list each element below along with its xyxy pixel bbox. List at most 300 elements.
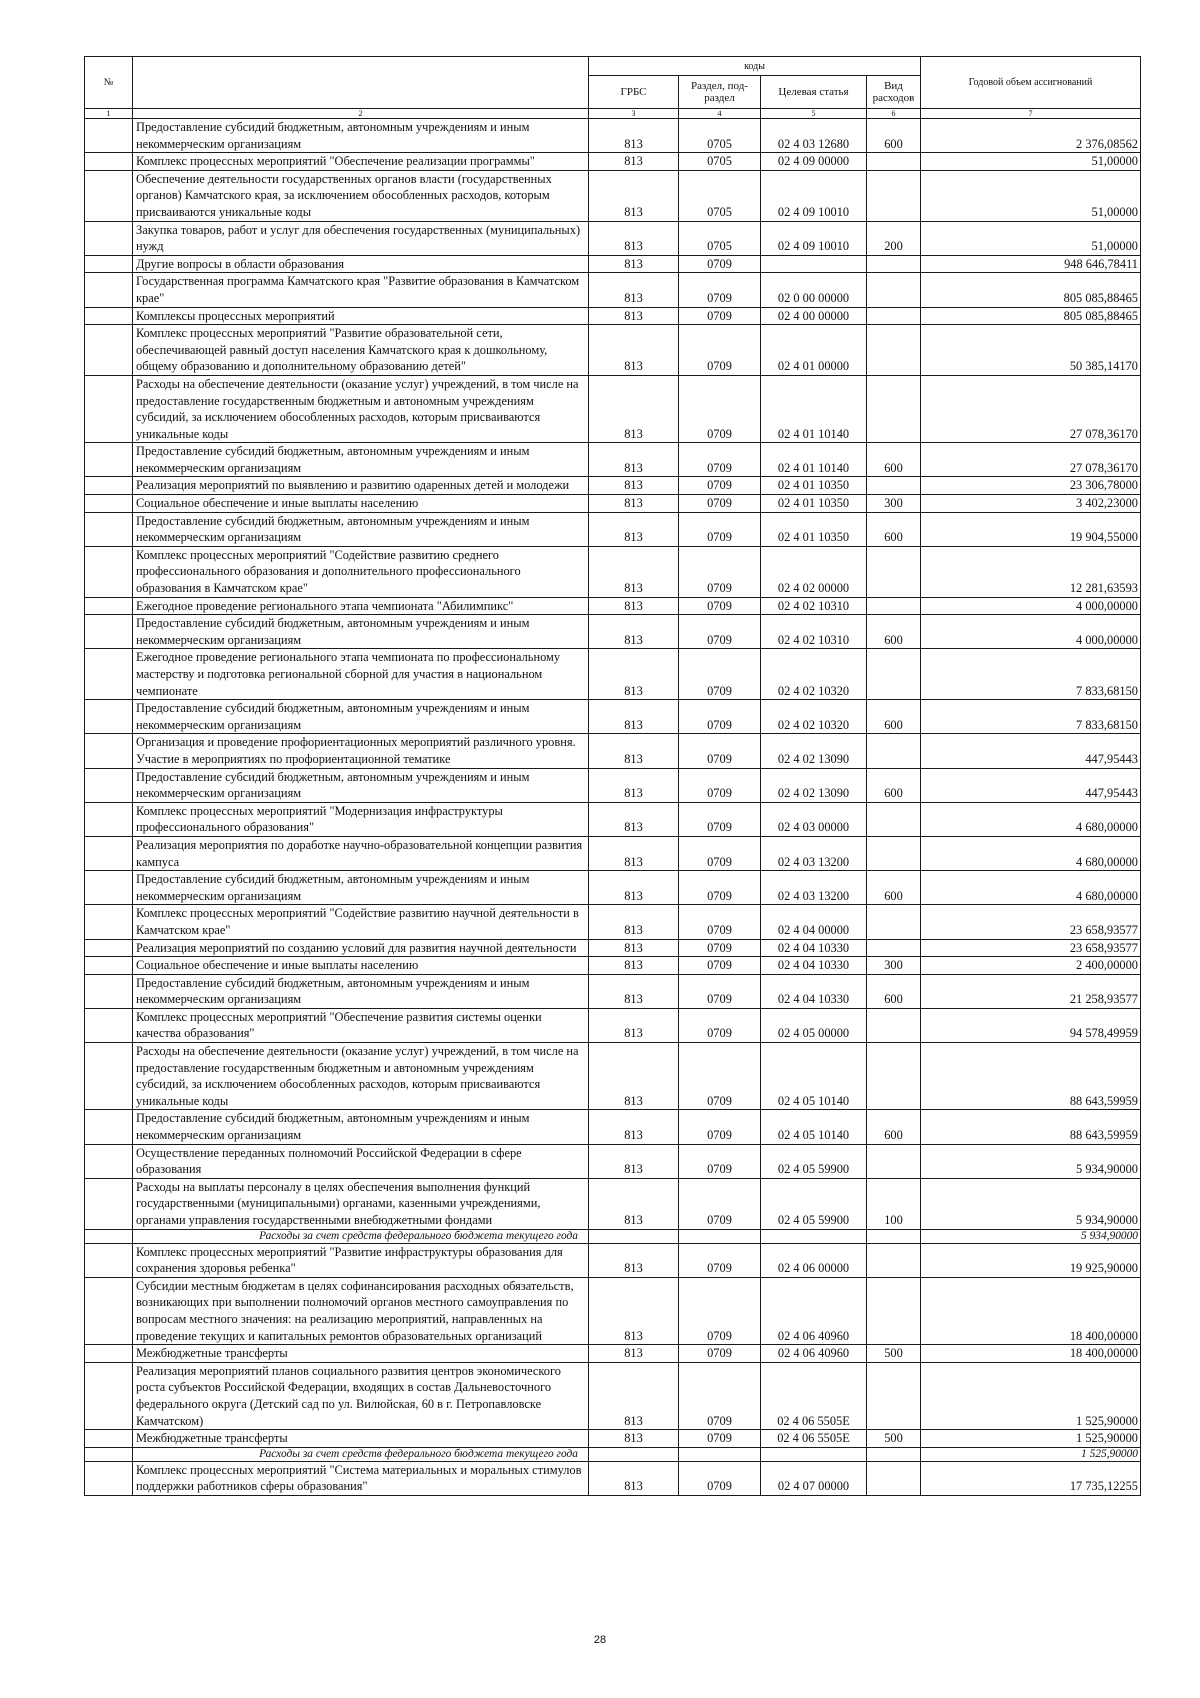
row-number [85, 1178, 133, 1229]
row-expense-type [867, 307, 921, 325]
row-expense-type [867, 905, 921, 939]
row-amount: 51,00000 [921, 170, 1141, 221]
row-expense-type: 200 [867, 221, 921, 255]
row-grbs: 813 [589, 153, 679, 171]
row-number [85, 477, 133, 495]
row-name: Предоставление субсидий бюджетным, автономным учреждениям и иным некоммерческим организациям [133, 615, 589, 649]
row-amount: 4 000,00000 [921, 615, 1141, 649]
row-number [85, 325, 133, 376]
row-grbs: 813 [589, 1461, 679, 1495]
row-target: 02 4 05 59900 [761, 1144, 867, 1178]
row-expense-type: 500 [867, 1345, 921, 1363]
header-target: Целевая статья [761, 76, 867, 109]
row-section: 0709 [679, 957, 761, 975]
row-grbs: 813 [589, 700, 679, 734]
row-amount: 447,95443 [921, 768, 1141, 802]
table-row [85, 512, 1141, 546]
table-row [85, 375, 1141, 442]
row-grbs: 813 [589, 495, 679, 513]
row-target: 02 4 02 13090 [761, 734, 867, 768]
row-target: 02 4 05 59900 [761, 1178, 867, 1229]
row-amount: 50 385,14170 [921, 325, 1141, 376]
row-name: Межбюджетные трансферты [133, 1430, 589, 1448]
row-amount: 1 525,90000 [921, 1447, 1141, 1461]
row-section: 0709 [679, 1178, 761, 1229]
table-row [85, 170, 1141, 221]
row-number [85, 512, 133, 546]
row-name: Расходы на выплаты персоналу в целях обеспечения выполнения функций государственными (муниципальными) органами, казенными учреждениями, органами управления государственными внебюджетными фондами [133, 1178, 589, 1229]
row-name: Расходы на обеспечение деятельности (оказание услуг) учреждений, в том числе на предоставление государственным бюджетным и автономным учреждениям субсидий, за исключением обособленных расходов, которым присваиваются уникальные коды [133, 375, 589, 442]
row-section: 0709 [679, 836, 761, 870]
table-row [85, 1008, 1141, 1042]
row-expense-type: 600 [867, 443, 921, 477]
table-row [85, 495, 1141, 513]
table-row [85, 307, 1141, 325]
row-name: Предоставление субсидий бюджетным, автономным учреждениям и иным некоммерческим организациям [133, 974, 589, 1008]
row-expense-type [867, 170, 921, 221]
row-number [85, 495, 133, 513]
row-name: Предоставление субсидий бюджетным, автономным учреждениям и иным некоммерческим организациям [133, 1110, 589, 1144]
row-expense-type [867, 255, 921, 273]
row-amount: 94 578,49959 [921, 1008, 1141, 1042]
row-number [85, 1362, 133, 1429]
table-row [85, 1461, 1141, 1495]
row-amount: 17 735,12255 [921, 1461, 1141, 1495]
table-row [85, 153, 1141, 171]
table-row [85, 871, 1141, 905]
row-section: 0709 [679, 375, 761, 442]
row-expense-type [867, 1277, 921, 1344]
row-grbs: 813 [589, 836, 679, 870]
row-amount: 7 833,68150 [921, 649, 1141, 700]
row-expense-type [867, 273, 921, 307]
row-number [85, 768, 133, 802]
row-grbs: 813 [589, 325, 679, 376]
row-amount: 23 306,78000 [921, 477, 1141, 495]
row-grbs: 813 [589, 1430, 679, 1448]
row-name: Комплекс процессных мероприятий "Развитие инфраструктуры образования для сохранения здоровья ребенка" [133, 1243, 589, 1277]
row-expense-type [867, 734, 921, 768]
row-section: 0709 [679, 649, 761, 700]
row-name: Реализация мероприятий по выявлению и развитию одаренных детей и молодежи [133, 477, 589, 495]
row-target: 02 4 03 00000 [761, 802, 867, 836]
col-index: 7 [921, 109, 1141, 119]
row-section: 0709 [679, 512, 761, 546]
row-target: 02 4 09 00000 [761, 153, 867, 171]
row-number [85, 119, 133, 153]
row-name: Ежегодное проведение регионального этапа чемпионата по профессиональному мастерству и подготовка региональной сборной для участия в национальном чемпионате [133, 649, 589, 700]
row-amount: 5 934,90000 [921, 1229, 1141, 1243]
row-name: Расходы за счет средств федерального бюджета текущего года [133, 1229, 589, 1243]
row-grbs: 813 [589, 1277, 679, 1344]
row-number [85, 221, 133, 255]
row-target [761, 1229, 867, 1243]
table-row [85, 734, 1141, 768]
header-codes: коды [589, 57, 921, 76]
row-number [85, 939, 133, 957]
row-target: 02 4 02 00000 [761, 546, 867, 597]
row-target: 02 4 09 10010 [761, 221, 867, 255]
row-amount: 19 904,55000 [921, 512, 1141, 546]
row-expense-type [867, 1447, 921, 1461]
row-number [85, 649, 133, 700]
row-target [761, 1447, 867, 1461]
row-expense-type [867, 1229, 921, 1243]
table-row [85, 1243, 1141, 1277]
row-grbs: 813 [589, 974, 679, 1008]
budget-sheet [84, 56, 1140, 1496]
table-row [85, 802, 1141, 836]
table-row [85, 546, 1141, 597]
row-section: 0709 [679, 1008, 761, 1042]
row-name: Предоставление субсидий бюджетным, автономным учреждениям и иным некоммерческим организациям [133, 443, 589, 477]
row-target: 02 4 05 00000 [761, 1008, 867, 1042]
row-expense-type [867, 477, 921, 495]
row-amount: 88 643,59959 [921, 1043, 1141, 1110]
row-section: 0709 [679, 871, 761, 905]
col-index: 3 [589, 109, 679, 119]
row-amount: 1 525,90000 [921, 1430, 1141, 1448]
header-expense-type: Вид расходов [867, 76, 921, 109]
row-number [85, 170, 133, 221]
row-expense-type: 500 [867, 1430, 921, 1448]
row-target: 02 4 03 13200 [761, 871, 867, 905]
table-row [85, 255, 1141, 273]
row-amount: 7 833,68150 [921, 700, 1141, 734]
table-row [85, 119, 1141, 153]
table-row [85, 325, 1141, 376]
row-section: 0709 [679, 325, 761, 376]
row-number [85, 375, 133, 442]
row-section: 0705 [679, 170, 761, 221]
col-index: 2 [133, 109, 589, 119]
row-grbs: 813 [589, 957, 679, 975]
row-number [85, 597, 133, 615]
col-index: 4 [679, 109, 761, 119]
row-grbs: 813 [589, 1008, 679, 1042]
row-expense-type: 600 [867, 974, 921, 1008]
row-name: Ежегодное проведение регионального этапа чемпионата "Абилимпикс" [133, 597, 589, 615]
row-name: Социальное обеспечение и иные выплаты населению [133, 957, 589, 975]
row-grbs: 813 [589, 170, 679, 221]
row-section: 0709 [679, 1430, 761, 1448]
table-row [85, 1362, 1141, 1429]
row-target: 02 4 02 10310 [761, 615, 867, 649]
row-target: 02 4 06 5505Е [761, 1430, 867, 1448]
row-section: 0709 [679, 1144, 761, 1178]
table-row [85, 700, 1141, 734]
row-name: Закупка товаров, работ и услуг для обеспечения государственных (муниципальных) нужд [133, 221, 589, 255]
table-body [85, 119, 1141, 1496]
row-amount: 4 000,00000 [921, 597, 1141, 615]
row-number [85, 905, 133, 939]
page-number: 28 [593, 1634, 607, 1646]
row-section: 0705 [679, 221, 761, 255]
row-number [85, 443, 133, 477]
row-number [85, 273, 133, 307]
row-amount: 805 085,88465 [921, 273, 1141, 307]
table-row [85, 974, 1141, 1008]
row-target: 02 4 04 00000 [761, 905, 867, 939]
row-amount: 51,00000 [921, 221, 1141, 255]
row-section [679, 1229, 761, 1243]
row-expense-type [867, 597, 921, 615]
row-name: Предоставление субсидий бюджетным, автономным учреждениям и иным некоммерческим организациям [133, 512, 589, 546]
row-section: 0709 [679, 307, 761, 325]
row-expense-type [867, 1461, 921, 1495]
row-name: Реализация мероприятия по доработке научно-образовательной концепции развития кампуса [133, 836, 589, 870]
table-row [85, 273, 1141, 307]
row-grbs: 813 [589, 1178, 679, 1229]
table-row [85, 1277, 1141, 1344]
note-row [85, 1447, 1141, 1461]
row-section: 0709 [679, 1243, 761, 1277]
row-section: 0709 [679, 546, 761, 597]
row-expense-type [867, 1043, 921, 1110]
row-name: Комплекс процессных мероприятий "Содействие развитию среднего профессионального образования и дополнительного профессионального образования в Камчатском крае" [133, 546, 589, 597]
table-row [85, 836, 1141, 870]
row-number [85, 1229, 133, 1243]
row-name: Комплекс процессных мероприятий "Обеспечение развития системы оценки качества образования" [133, 1008, 589, 1042]
row-section: 0709 [679, 734, 761, 768]
row-expense-type [867, 1243, 921, 1277]
row-number [85, 1243, 133, 1277]
row-name: Предоставление субсидий бюджетным, автономным учреждениям и иным некоммерческим организациям [133, 700, 589, 734]
row-grbs: 813 [589, 255, 679, 273]
row-target: 02 4 06 40960 [761, 1277, 867, 1344]
row-number [85, 1461, 133, 1495]
row-grbs: 813 [589, 649, 679, 700]
row-number [85, 1277, 133, 1344]
row-number [85, 1043, 133, 1110]
row-number [85, 1430, 133, 1448]
row-target: 02 4 01 10350 [761, 512, 867, 546]
row-grbs: 813 [589, 221, 679, 255]
row-name: Социальное обеспечение и иные выплаты населению [133, 495, 589, 513]
row-grbs: 813 [589, 512, 679, 546]
row-number [85, 615, 133, 649]
row-section: 0709 [679, 939, 761, 957]
row-target: 02 4 00 00000 [761, 307, 867, 325]
row-expense-type: 600 [867, 615, 921, 649]
row-name: Расходы за счет средств федерального бюджета текущего года [133, 1447, 589, 1461]
row-number [85, 802, 133, 836]
table-row [85, 957, 1141, 975]
row-number [85, 307, 133, 325]
row-grbs: 813 [589, 1043, 679, 1110]
table-row [85, 1178, 1141, 1229]
row-amount: 3 402,23000 [921, 495, 1141, 513]
row-target: 02 4 01 10140 [761, 375, 867, 442]
row-name: Другие вопросы в области образования [133, 255, 589, 273]
row-section: 0709 [679, 700, 761, 734]
row-amount: 5 934,90000 [921, 1144, 1141, 1178]
table-row [85, 1345, 1141, 1363]
row-number [85, 153, 133, 171]
row-section: 0709 [679, 443, 761, 477]
row-number [85, 546, 133, 597]
row-amount: 2 376,08562 [921, 119, 1141, 153]
row-target: 02 4 05 10140 [761, 1043, 867, 1110]
row-amount: 805 085,88465 [921, 307, 1141, 325]
row-amount: 447,95443 [921, 734, 1141, 768]
header-annual: Годовой объем ассигнований [921, 57, 1141, 109]
row-name: Предоставление субсидий бюджетным, автономным учреждениям и иным некоммерческим организациям [133, 871, 589, 905]
row-section: 0709 [679, 768, 761, 802]
row-name: Предоставление субсидий бюджетным, автономным учреждениям и иным некоммерческим организациям [133, 768, 589, 802]
row-target: 02 4 03 13200 [761, 836, 867, 870]
row-amount: 4 680,00000 [921, 802, 1141, 836]
row-expense-type: 300 [867, 495, 921, 513]
row-amount: 5 934,90000 [921, 1178, 1141, 1229]
row-expense-type: 100 [867, 1178, 921, 1229]
row-target: 02 4 02 10320 [761, 649, 867, 700]
row-target: 02 4 09 10010 [761, 170, 867, 221]
row-name: Реализация мероприятий по созданию условий для развития научной деятельности [133, 939, 589, 957]
row-grbs: 813 [589, 273, 679, 307]
row-number [85, 836, 133, 870]
row-target: 02 4 06 40960 [761, 1345, 867, 1363]
row-name: Комплексы процессных мероприятий [133, 307, 589, 325]
row-name: Реализация мероприятий планов социального развития центров экономического роста субъектов Российской Федерации, входящих в состав Дальневосточного федерального округа (Детский сад по ул. Вилюйская, 60 в г. Петропавловске Камчатском) [133, 1362, 589, 1429]
header-section: Раздел, под-раздел [679, 76, 761, 109]
table-row [85, 597, 1141, 615]
table-row [85, 768, 1141, 802]
row-target: 02 4 06 5505Е [761, 1362, 867, 1429]
table-row [85, 939, 1141, 957]
row-name: Субсидии местным бюджетам в целях софинансирования расходных обязательств, возникающих при выполнении полномочий органов местного самоуправления по вопросам местного значения: на реализацию мероприятий, направленных на проведение текущих и капитальных ремонтов образовательных организаций [133, 1277, 589, 1344]
row-grbs: 813 [589, 768, 679, 802]
row-amount: 1 525,90000 [921, 1362, 1141, 1429]
row-target: 02 4 02 10320 [761, 700, 867, 734]
table-row [85, 905, 1141, 939]
row-target: 02 4 06 00000 [761, 1243, 867, 1277]
row-grbs: 813 [589, 443, 679, 477]
row-name: Осуществление переданных полномочий Российской Федерации в сфере образования [133, 1144, 589, 1178]
row-section: 0705 [679, 153, 761, 171]
row-grbs: 813 [589, 734, 679, 768]
row-expense-type: 600 [867, 871, 921, 905]
budget-table [84, 56, 1141, 1496]
row-amount: 27 078,36170 [921, 375, 1141, 442]
row-expense-type [867, 836, 921, 870]
row-grbs [589, 1229, 679, 1243]
row-section: 0709 [679, 802, 761, 836]
row-number [85, 957, 133, 975]
row-amount: 88 643,59959 [921, 1110, 1141, 1144]
row-amount: 23 658,93577 [921, 939, 1141, 957]
row-number [85, 1008, 133, 1042]
row-amount: 4 680,00000 [921, 836, 1141, 870]
row-section: 0709 [679, 273, 761, 307]
row-number [85, 700, 133, 734]
row-amount: 2 400,00000 [921, 957, 1141, 975]
row-target: 02 4 04 10330 [761, 939, 867, 957]
row-section: 0709 [679, 495, 761, 513]
row-amount: 23 658,93577 [921, 905, 1141, 939]
row-number [85, 1447, 133, 1461]
note-row [85, 1229, 1141, 1243]
row-grbs: 813 [589, 307, 679, 325]
row-grbs: 813 [589, 1345, 679, 1363]
row-target: 02 4 01 00000 [761, 325, 867, 376]
row-number [85, 255, 133, 273]
row-amount: 948 646,78411 [921, 255, 1141, 273]
row-expense-type [867, 1362, 921, 1429]
row-section: 0709 [679, 615, 761, 649]
row-amount: 27 078,36170 [921, 443, 1141, 477]
table-row [85, 615, 1141, 649]
row-target: 02 4 01 10350 [761, 495, 867, 513]
row-target: 02 4 07 00000 [761, 1461, 867, 1495]
row-section [679, 1447, 761, 1461]
row-amount: 18 400,00000 [921, 1345, 1141, 1363]
row-grbs: 813 [589, 905, 679, 939]
row-grbs: 813 [589, 802, 679, 836]
row-name: Комплекс процессных мероприятий "Модернизация инфраструктуры профессионального образования" [133, 802, 589, 836]
row-number [85, 871, 133, 905]
row-name: Организация и проведение профориентационных мероприятий различного уровня. Участие в мероприятиях по профориентационной тематике [133, 734, 589, 768]
row-amount: 12 281,63593 [921, 546, 1141, 597]
row-target [761, 255, 867, 273]
row-expense-type [867, 802, 921, 836]
row-section: 0705 [679, 119, 761, 153]
row-target: 02 4 05 10140 [761, 1110, 867, 1144]
row-amount: 4 680,00000 [921, 871, 1141, 905]
row-expense-type: 600 [867, 1110, 921, 1144]
row-expense-type [867, 1008, 921, 1042]
col-index: 6 [867, 109, 921, 119]
row-expense-type: 600 [867, 768, 921, 802]
row-expense-type [867, 1144, 921, 1178]
row-expense-type: 600 [867, 700, 921, 734]
row-expense-type: 600 [867, 119, 921, 153]
row-section: 0709 [679, 1110, 761, 1144]
row-amount: 18 400,00000 [921, 1277, 1141, 1344]
row-target: 02 4 04 10330 [761, 974, 867, 1008]
table-row [85, 443, 1141, 477]
row-grbs: 813 [589, 597, 679, 615]
row-grbs: 813 [589, 1110, 679, 1144]
row-section: 0709 [679, 1277, 761, 1344]
table-row [85, 477, 1141, 495]
row-expense-type [867, 939, 921, 957]
col-index: 5 [761, 109, 867, 119]
row-section: 0709 [679, 597, 761, 615]
row-amount: 51,00000 [921, 153, 1141, 171]
row-section: 0709 [679, 255, 761, 273]
row-section: 0709 [679, 905, 761, 939]
row-name: Комплекс процессных мероприятий "Обеспечение реализации программы" [133, 153, 589, 171]
table-row [85, 1430, 1141, 1448]
header-grbs: ГРБС [589, 76, 679, 109]
row-number [85, 1144, 133, 1178]
row-grbs: 813 [589, 939, 679, 957]
table-row [85, 1110, 1141, 1144]
row-grbs: 813 [589, 1144, 679, 1178]
col-index: 1 [85, 109, 133, 119]
row-target: 02 0 00 00000 [761, 273, 867, 307]
row-amount: 21 258,93577 [921, 974, 1141, 1008]
row-number [85, 1110, 133, 1144]
row-expense-type [867, 153, 921, 171]
row-expense-type [867, 649, 921, 700]
row-target: 02 4 01 10140 [761, 443, 867, 477]
row-grbs: 813 [589, 119, 679, 153]
row-grbs: 813 [589, 1362, 679, 1429]
row-amount: 19 925,90000 [921, 1243, 1141, 1277]
row-section: 0709 [679, 477, 761, 495]
